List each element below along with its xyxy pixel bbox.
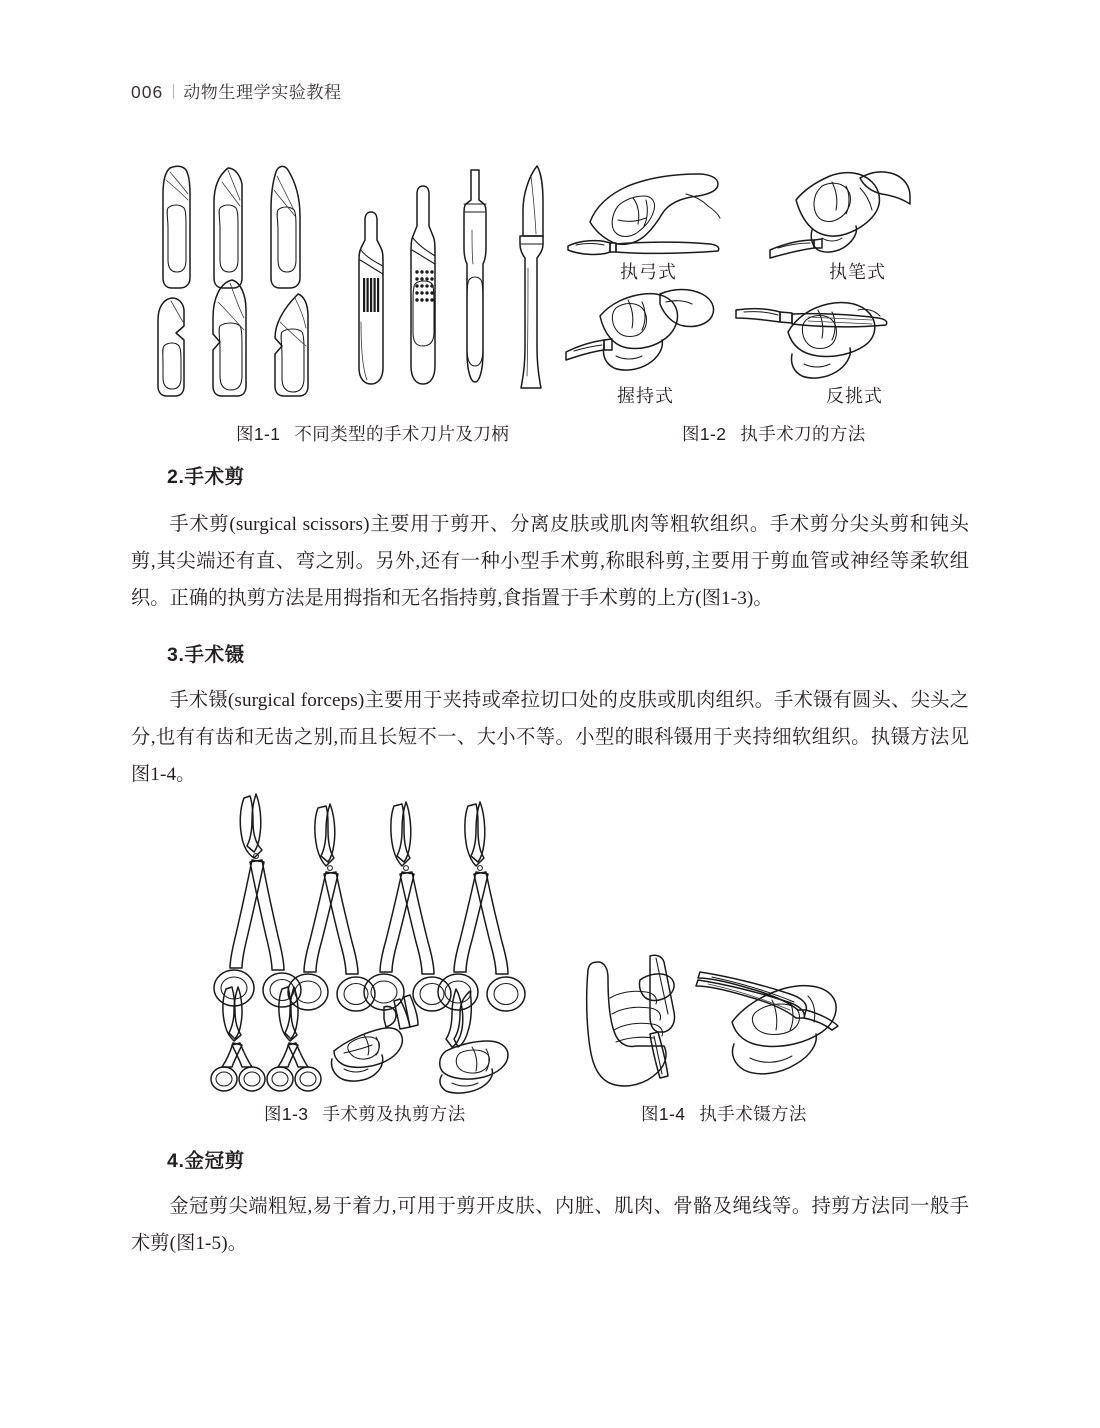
handle-1-grip-texture bbox=[363, 278, 379, 312]
grip-reverse-illustration bbox=[736, 302, 887, 378]
blade-4 bbox=[158, 298, 184, 396]
label-text: 执笔式 bbox=[829, 262, 886, 282]
scissors-3 bbox=[364, 802, 451, 1011]
scalpel-handle-2 bbox=[411, 186, 435, 384]
label-text: 反挑式 bbox=[826, 386, 883, 406]
scalpel-handle-4 bbox=[520, 166, 543, 388]
heading-text: 2.手术剪 bbox=[167, 466, 245, 488]
label-text: 执弓式 bbox=[620, 262, 677, 282]
figure-1-1-caption bbox=[236, 421, 509, 446]
figure-1-1-title: 不同类型的手术刀片及刀柄 bbox=[294, 424, 510, 444]
small-scissors-2 bbox=[267, 987, 321, 1091]
blade-6 bbox=[275, 294, 308, 396]
running-head-divider bbox=[173, 84, 174, 99]
grip-grasp-illustration bbox=[566, 290, 714, 371]
grip-pen-illustration bbox=[770, 172, 910, 258]
heading-text: 3.手术镊 bbox=[167, 644, 245, 666]
heading-text: 4.金冠剪 bbox=[167, 1150, 245, 1172]
scissors-4 bbox=[438, 802, 525, 1011]
figure-1-2-caption bbox=[682, 421, 866, 446]
handle-2-grip-dots bbox=[415, 270, 433, 301]
hand-holding-scissors-vertical bbox=[440, 989, 508, 1093]
blade-5 bbox=[213, 280, 246, 396]
figure-1-4-forceps-artwork bbox=[580, 950, 890, 1095]
blade-2 bbox=[214, 168, 242, 288]
figure-1-2-title: 执手术刀的方法 bbox=[740, 424, 866, 444]
figure-1-3-title: 手术剪及执剪方法 bbox=[322, 1104, 466, 1124]
figure-1-2-label-bow bbox=[620, 258, 677, 284]
small-scissors-1 bbox=[211, 987, 265, 1091]
section-heading-2 bbox=[167, 461, 245, 489]
hand-holding-forceps-diagonal bbox=[696, 972, 838, 1074]
scalpel-handle-1 bbox=[359, 212, 383, 384]
figure-1-4-title: 执手术镊方法 bbox=[699, 1104, 807, 1124]
section-3-paragraph: 手术镊(surgical forceps)主要用于夹持或牵拉切口处的皮肤或肌肉组织。手术镊有圆头、尖头之分,也有有齿和无齿之别,而且长短不一、大小不等。小型的眼科镊用于夹持细软组织。执镊方法见图1-4。 bbox=[131, 690, 969, 785]
figure-1-4-number: 图1-4 bbox=[641, 1104, 686, 1124]
figure-1-4-caption bbox=[641, 1101, 807, 1126]
blade-1 bbox=[163, 166, 190, 288]
section-4-paragraph: 金冠剪尖端粗短,易于着力,可用于剪开皮肤、内脏、肌肉、骨骼及绳线等。持剪方法同一般手术剪(图1-5)。 bbox=[131, 1196, 969, 1254]
blade-3 bbox=[271, 166, 300, 288]
hand-holding-scissors-horizontal bbox=[331, 995, 418, 1081]
figure-1-1-blades-artwork bbox=[150, 150, 355, 405]
running-head bbox=[131, 78, 342, 103]
scalpel-handle-3 bbox=[464, 170, 486, 382]
book-title: 动物生理学实验教程 bbox=[183, 83, 342, 102]
figure-1-2-label-pen bbox=[829, 258, 886, 284]
figure-1-1-number: 图1-1 bbox=[236, 424, 281, 444]
section-heading-4 bbox=[167, 1145, 245, 1173]
grip-bow-illustration bbox=[568, 174, 720, 254]
scissors-1 bbox=[214, 794, 301, 1007]
section-heading-3 bbox=[167, 639, 245, 667]
section-2-paragraph: 手术剪(surgical scissors)主要用于剪开、分离皮肤或肌肉等粗软组织。手术剪分尖头剪和钝头剪,其尖端还有直、弯之别。另外,还有一种小型手术剪,称眼科剪,主要用于剪血管或神经等柔软组织。正确的执剪方法是用拇指和无名指持剪,食指置于手术剪的上方(图1-3)。 bbox=[131, 514, 969, 609]
label-text: 握持式 bbox=[617, 386, 674, 406]
scissors-2 bbox=[288, 804, 375, 1011]
hand-holding-forceps-vertical bbox=[587, 955, 675, 1086]
figure-1-3-grip-artwork bbox=[214, 985, 524, 1095]
figure-1-1-handles-artwork bbox=[345, 152, 560, 402]
figure-1-2-number: 图1-2 bbox=[682, 424, 727, 444]
figure-1-3-caption bbox=[264, 1101, 466, 1126]
figure-1-2-label-reverse bbox=[826, 382, 883, 408]
figure-1-3-number: 图1-3 bbox=[264, 1104, 309, 1124]
figure-1-2-label-grasp bbox=[617, 382, 674, 408]
page-number: 006 bbox=[131, 82, 164, 102]
